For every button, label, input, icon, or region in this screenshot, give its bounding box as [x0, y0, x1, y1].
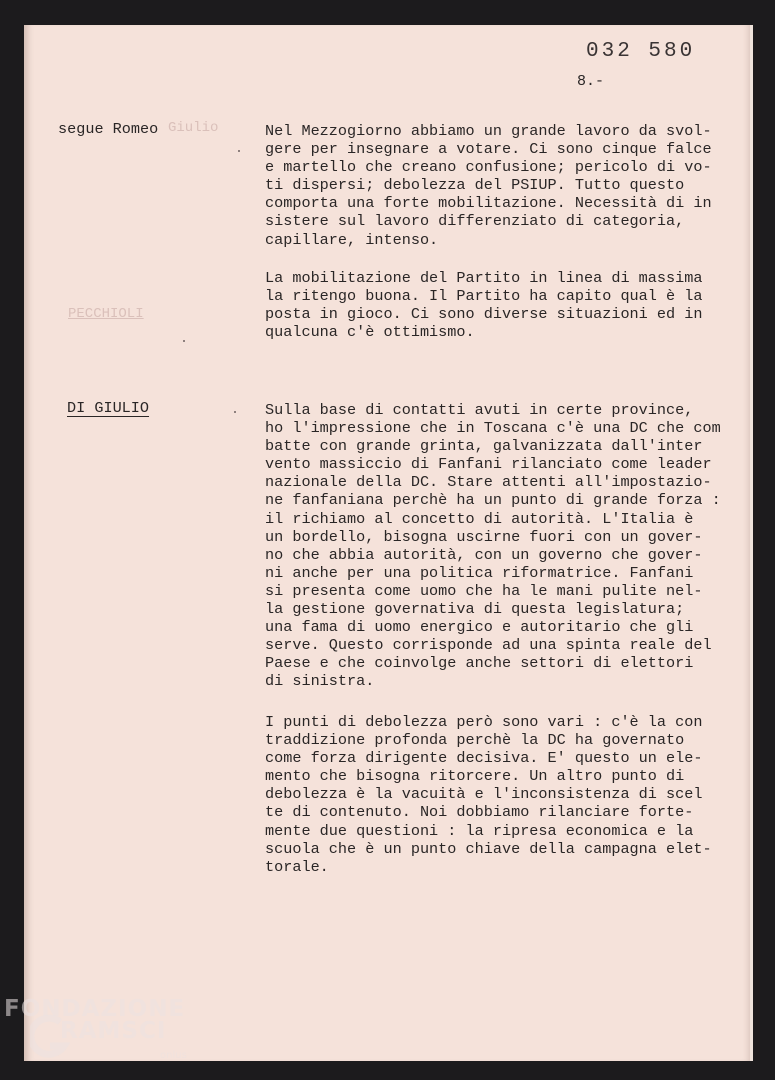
- paragraph: I punti di debolezza però sono vari : c'è la con traddizione profonda perchè la DC ha governato come forza dirigente decisiva. E' questo un ele- mento che bisogna ritorcere. Un altro punto di debolezza è la vacuità e l'inconsistenza di scel te di contenuto. Noi dobbiamo rilanciare forte- mente due questioni : la ripresa economica e la scuola che è un punto chiave della campagna elet- torale.: [265, 713, 712, 876]
- watermark-line: RAMSCI: [60, 1018, 167, 1044]
- paragraph: La mobilitazione del Partito in linea di massima la ritengo buona. Il Partito ha capito qual è la posta in gioco. Ci sono diverse situazioni ed in qualcuna c'è ottimismo.: [265, 269, 703, 342]
- archive-page-number: 032 580: [586, 40, 696, 63]
- paragraph: Sulla base di contatti avuti in certe province, ho l'impressione che in Toscana c'è una DC che com batte con grande grinta, galvanizzata dall'inter vento massiccio di Fanfani rilanciato come leader nazionale della DC. Stare attenti all'impostazio- ne fanfaniana perchè ha un punto di grande forza : il richiamo al concetto di autorità. L'Italia è un bordello, bisogna uscirne fuori con un gover- no che abbia autorità, con un governo che gover- ni anche per una politica riformatrice. Fanfani si presenta come uomo che ha le mani pulite nel- la gestione governativa di questa legislatura; una fama di uomo energico e autoritario che gli serve. Questo corrisponde ad una spinta reale del Paese e che coinvolge anche settori di elettori di sinistra.: [265, 401, 721, 691]
- speaker-label: DI GIULIO: [67, 399, 150, 417]
- margin-mark: [234, 411, 236, 413]
- margin-mark: [183, 340, 185, 342]
- bleed-through-text: PECCHIOLI: [68, 306, 144, 322]
- margin-mark: [238, 150, 240, 152]
- bleed-through-text: Giulio: [168, 120, 219, 136]
- page-edge: [750, 25, 753, 1061]
- page-folio: 8.-: [577, 73, 605, 90]
- watermark-suffix: onlus: [160, 1050, 187, 1061]
- fondazione-gramsci-watermark: [2, 996, 192, 1076]
- speaker-label: segue Romeo: [58, 120, 159, 138]
- watermark-line: FONDAZIONE: [4, 996, 186, 1022]
- paragraph: Nel Mezzogiorno abbiamo un grande lavoro da svol- gere per insegnare a votare. Ci sono cinque falce e martello che creano confusione; pericolo di vo- ti dispersi; debolezza del PSIUP. Tutto questo comporta una forte mobilitazione. Necessità di in sistere sul lavoro differenziato di categoria, capillare, intenso.: [265, 122, 712, 249]
